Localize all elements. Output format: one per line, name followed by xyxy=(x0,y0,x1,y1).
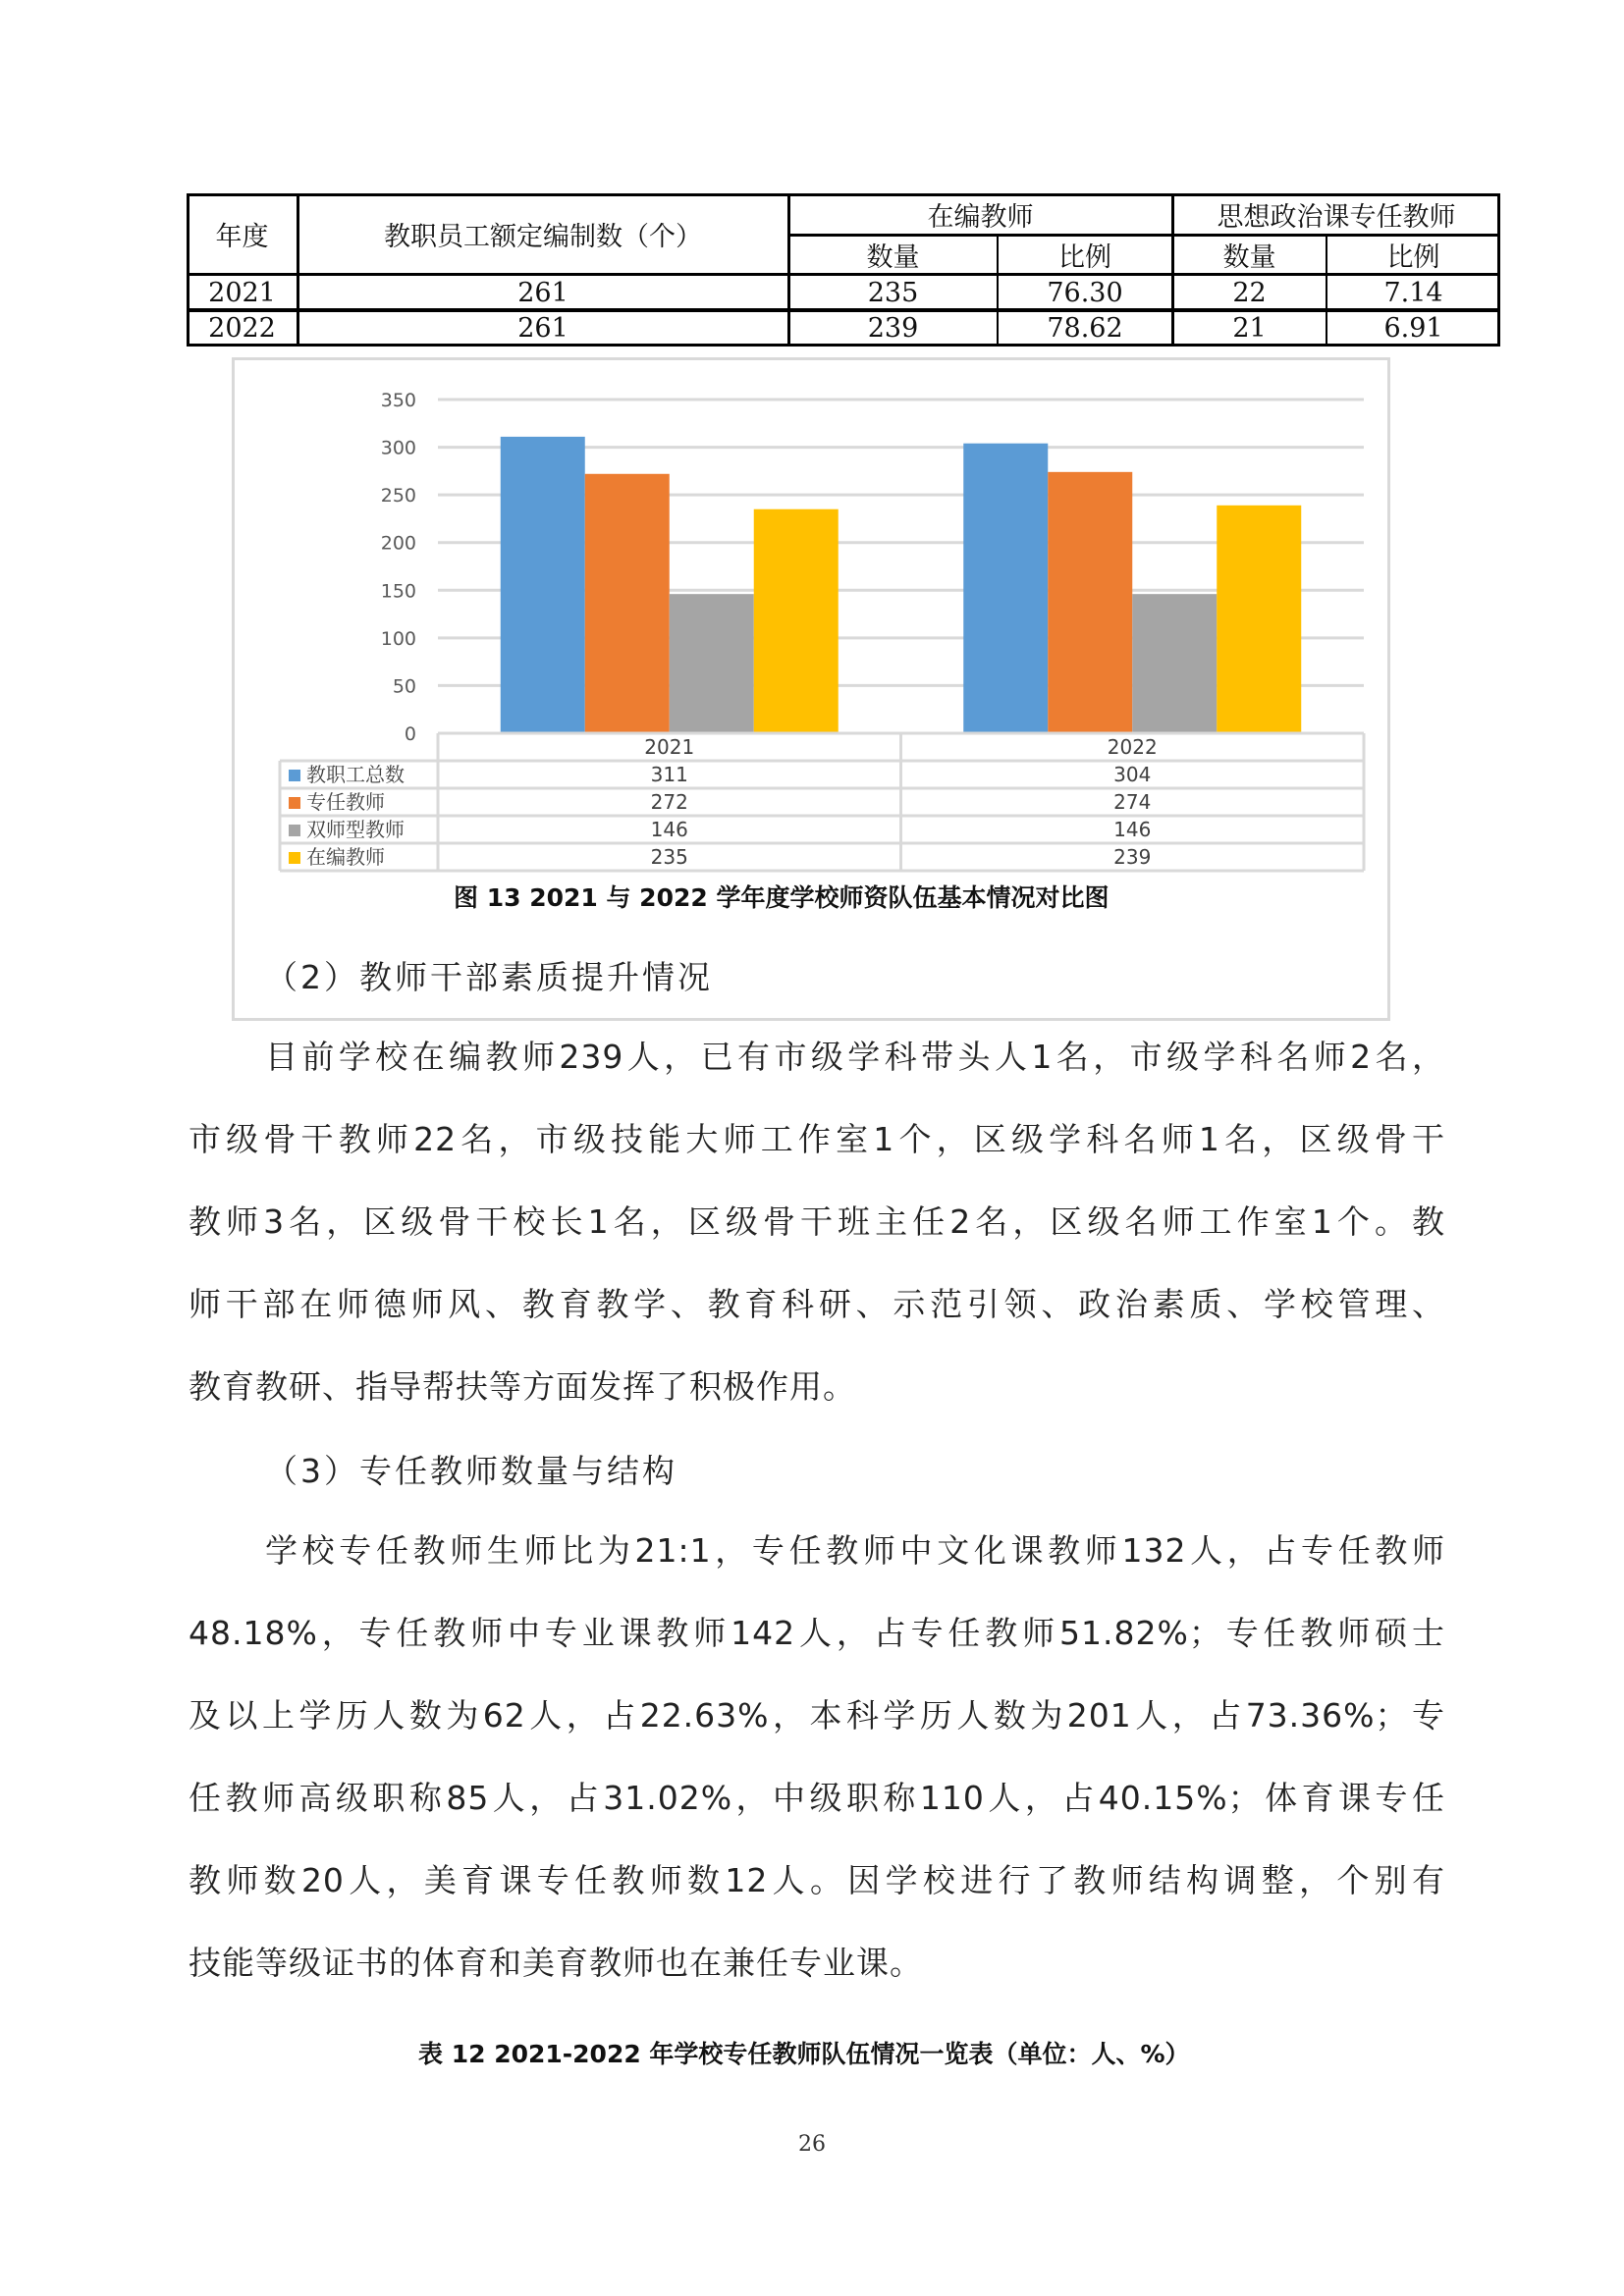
bar-2022-series-1 xyxy=(1048,472,1132,733)
table-caption: 表 12 2021-2022 年学校专任教师队伍情况一览表（单位：人、%） xyxy=(418,2040,1190,2068)
legend-label: 双师型教师 xyxy=(306,818,405,841)
paragraph-line: 教育教研、指导帮扶等方面发挥了积极作用。 xyxy=(189,1367,856,1406)
bar-2021-series-0 xyxy=(501,437,585,733)
header-ide-ratio: 比例 xyxy=(1386,241,1440,273)
section-3-paragraph xyxy=(189,1510,1445,2004)
data-label: 146 xyxy=(650,818,688,841)
data-label: 311 xyxy=(650,763,688,786)
row-2021-in-ratio: 76.30 xyxy=(1047,277,1123,308)
header-ide-count: 数量 xyxy=(1222,241,1276,273)
header-in-ratio: 比例 xyxy=(1058,241,1111,273)
header-ideology: 思想政治课专任教师 xyxy=(1217,201,1456,233)
row-2021-ide-count: 22 xyxy=(1232,277,1267,308)
bar-2022-series-3 xyxy=(1217,506,1301,733)
row-2022-quota: 261 xyxy=(517,313,568,344)
paragraph-line: 教师3名，区级骨干校长1名，区级骨干班主任2名，区级名师工作室1个。教 xyxy=(189,1202,1445,1241)
paragraph-line: 及以上学历人数为62人，占22.63%，本科学历人数为201人，占73.36%；专 xyxy=(189,1696,1445,1735)
row-2021-quota: 261 xyxy=(517,277,568,308)
y-tick-label: 100 xyxy=(380,627,416,650)
bar-2022-series-0 xyxy=(963,444,1048,733)
section-heading-3: （3）专任教师数量与结构 xyxy=(265,1452,677,1490)
bar-2021-series-3 xyxy=(754,509,839,733)
chart-canvas xyxy=(235,360,1387,1018)
x-category-label: 2022 xyxy=(1107,735,1158,759)
data-label: 304 xyxy=(1113,763,1152,786)
row-2022-in-ratio: 78.62 xyxy=(1047,313,1123,344)
paragraph-line: 任教师高级职称85人，占31.02%，中级职称110人，占40.15%；体育课专任 xyxy=(189,1779,1445,1817)
paragraph-line: 学校专任教师生师比为21:1，专任教师中文化课教师132人，占专任教师 xyxy=(265,1531,1445,1570)
row-2021-year: 2021 xyxy=(208,277,276,308)
header-quota: 教职员工额定编制数（个） xyxy=(384,221,702,252)
legend-key xyxy=(289,770,300,781)
paragraph-line: 技能等级证书的体育和美育教师也在兼任专业课。 xyxy=(189,1944,923,1982)
y-tick-label: 0 xyxy=(404,723,416,745)
y-tick-label: 350 xyxy=(380,390,416,411)
row-2021-ide-ratio: 7.14 xyxy=(1383,277,1443,308)
legend-key xyxy=(289,852,300,864)
y-tick-label: 250 xyxy=(380,485,416,507)
legend-key xyxy=(289,797,300,809)
section-2-paragraph xyxy=(189,1016,1445,1428)
legend-label: 教职工总数 xyxy=(306,763,405,786)
data-label: 239 xyxy=(1113,845,1152,869)
row-2022-ide-ratio: 6.91 xyxy=(1383,313,1443,344)
data-label: 272 xyxy=(650,790,688,814)
paragraph-line: 师干部在师德师风、教育教学、教育科研、示范引领、政治素质、学校管理、 xyxy=(189,1285,1445,1323)
y-tick-label: 200 xyxy=(380,532,416,555)
row-2021-in-count: 235 xyxy=(867,277,919,308)
figure-caption: 图 13 2021 与 2022 学年度学校师资队伍基本情况对比图 xyxy=(454,883,1110,912)
header-in-count: 数量 xyxy=(866,241,920,273)
header-year: 年度 xyxy=(215,221,269,252)
paragraph-line: 市级骨干教师22名，市级技能大师工作室1个，区级学科名师1名，区级骨干 xyxy=(189,1120,1445,1158)
row-2022-year: 2022 xyxy=(208,313,276,344)
paragraph-line: 目前学校在编教师239人，已有市级学科带头人1名，市级学科名师2名， xyxy=(265,1038,1445,1076)
page-number: 26 xyxy=(798,2132,826,2157)
data-label: 274 xyxy=(1113,790,1152,814)
data-label: 235 xyxy=(650,845,688,869)
bar-chart xyxy=(232,357,1390,1021)
y-tick-label: 50 xyxy=(392,675,416,698)
header-in-staff: 在编教师 xyxy=(927,201,1034,233)
staffing-table xyxy=(187,193,1500,347)
paragraph-line: 教师数20人，美育课专任教师数12人。因学校进行了教师结构调整，个别有 xyxy=(189,1861,1445,1899)
x-category-label: 2021 xyxy=(644,735,695,759)
legend-label: 专任教师 xyxy=(306,790,385,814)
legend-key xyxy=(289,825,300,836)
paragraph-line: 48.18%，专任教师中专业课教师142人，占专任教师51.82%；专任教师硕士 xyxy=(189,1614,1445,1652)
y-tick-label: 150 xyxy=(380,580,416,603)
bar-2022-series-2 xyxy=(1132,594,1217,733)
legend-label: 在编教师 xyxy=(306,845,385,869)
bar-2021-series-1 xyxy=(585,474,670,733)
row-2022-in-count: 239 xyxy=(867,313,919,344)
bar-2021-series-2 xyxy=(670,594,754,733)
y-tick-label: 300 xyxy=(380,437,416,459)
row-2022-ide-count: 21 xyxy=(1232,313,1267,344)
section-heading-2: （2）教师干部素质提升情况 xyxy=(265,958,713,996)
data-label: 146 xyxy=(1113,818,1152,841)
